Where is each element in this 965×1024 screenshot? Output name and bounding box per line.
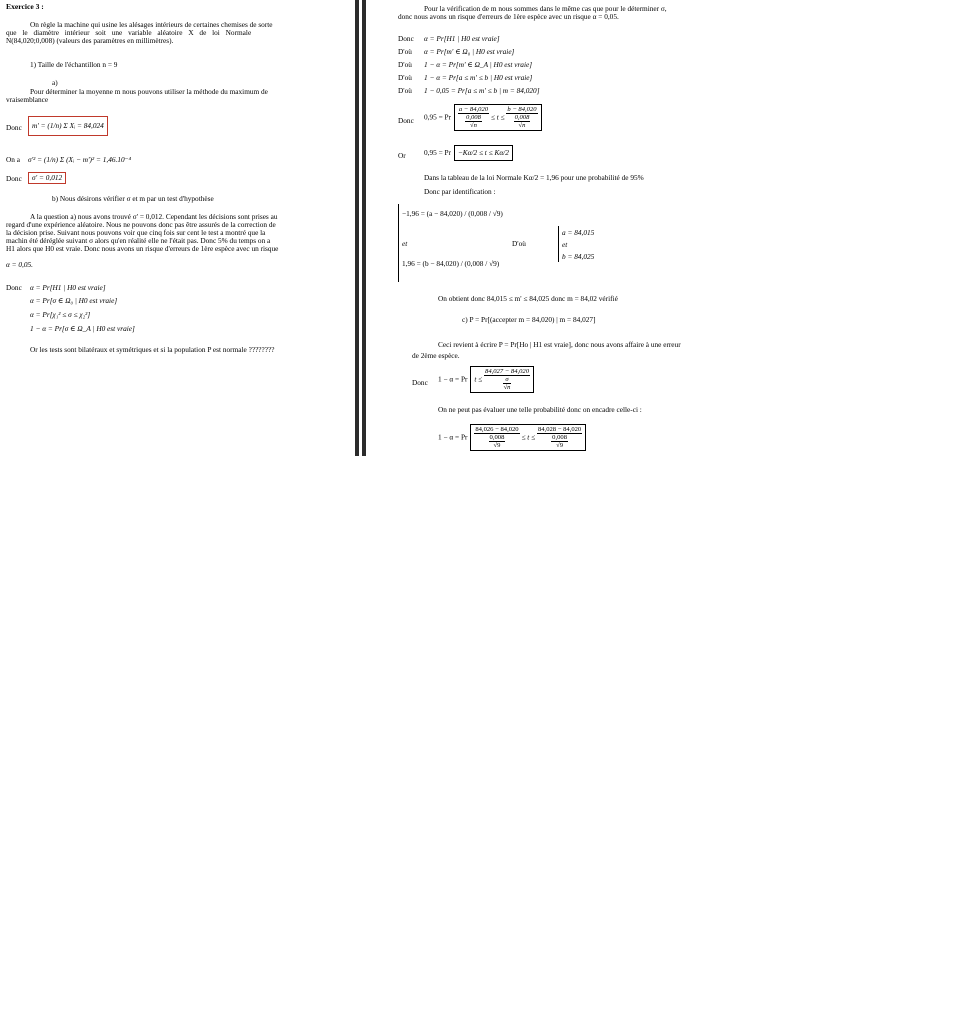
system-brace-right xyxy=(558,226,559,262)
question-c: c) P = Pr[(accepter m = 84,020) | m = 84,027] xyxy=(462,315,596,324)
left-page xyxy=(0,0,359,456)
method-line-2: vraisemblance xyxy=(6,95,49,104)
encadre-line: On ne peut pas évaluer une telle probabilité donc on encadre celle-ci : xyxy=(438,405,642,414)
eq-1: α = Pr[H1 | H0 est vraie] xyxy=(424,34,500,43)
system-et: et xyxy=(402,239,408,248)
eq-4: 1 − α = Pr[a ≤ m' ≤ b | H0 est vraie] xyxy=(424,73,533,82)
r-donc-2: Donc xyxy=(398,116,414,125)
right-intro-2: donc nous avons un risque d'erreurs de 1ère espèce avec un risque α = 0,05. xyxy=(398,12,619,21)
table-note: Dans la tableau de la loi Normale Kα/2 = 1,96 pour une probabilité de 95% xyxy=(424,173,644,182)
r-dou-2: D'où xyxy=(398,60,412,69)
intro-line-3: N(84,020;0,008) (valeurs des paramètres en millimètres). xyxy=(6,36,174,45)
question-b: b) Nous désirons vérifier σ et m par un test d'hypothèse xyxy=(52,194,214,203)
method-line-1: Pour déterminer la moyenne m nous pouvons utiliser la méthode du maximum de xyxy=(30,87,268,96)
donc-label-2: Donc xyxy=(6,174,22,183)
para-line-1: A la question a) nous avons trouvé σ' = 0,012. Cependant les décisions sont prises au xyxy=(30,212,278,221)
alpha-line-2: α = Pr[σ ∈ Ω₀ | H0 est vraie] xyxy=(30,296,118,305)
system-eq-2: 1,96 = (b − 84,020) / (0,008 / √9) xyxy=(402,259,500,268)
question-1: 1) Taille de l'échantillon n = 9 xyxy=(30,60,118,69)
solution-a: a = 84,015 xyxy=(562,228,595,237)
intro-line-1: On règle la machine qui usine les alésages intérieurs de certaines chemises de sorte xyxy=(30,20,273,29)
ceci-line-2: de 2ème espèce. xyxy=(412,351,460,360)
para-line-4: machin été déréglée suivant σ alors qu'en réalité elle ne l'était pas. Donc 5% du temps on a xyxy=(6,236,271,245)
eq-2: α = Pr[m' ∈ Ω₀ | H0 est vraie] xyxy=(424,47,515,56)
alpha-line-4: 1 − α = Pr[σ ∈ Ω_A | H0 est vraie] xyxy=(30,324,135,333)
r-dou-1: D'où xyxy=(398,47,412,56)
donc-label-3: Donc xyxy=(6,283,22,292)
eq-9: 1 − α = Pr $\frac{84,026 - 84,020}{\frac{0,008}{√9}}$ ≤ t ≤ $\frac{84,028 - 84,020}{\frac{0,008}{√9}}$ xyxy=(438,424,586,451)
closing-line: Or les tests sont bilatéraux et symétriques et si la population P est normale ???????? xyxy=(30,345,275,354)
r-dou-4: D'où xyxy=(398,86,412,95)
system-eq-1: −1,96 = (a − 84,020) / (0,008 / √9) xyxy=(402,209,503,218)
r-or: Or xyxy=(398,151,406,160)
eq-6: 0,95 = Pr $\frac{a - 84,020}{\frac{0,008}{√n}}$ ≤ t ≤ $\frac{b - 84,020}{\frac{0,008}{√n}}$ xyxy=(424,104,542,131)
r-donc-1: Donc xyxy=(398,34,414,43)
right-page xyxy=(362,0,742,456)
variance-formula: σ'² = (1/n) Σ (Xᵢ − m')² = 1,46.10⁻⁴ xyxy=(28,155,132,164)
right-intro-1: Pour la vérification de m nous sommes dans le même cas que pour le déterminer σ, xyxy=(424,4,667,13)
system-brace-left xyxy=(398,204,399,282)
para-line-6: α = 0,05. xyxy=(6,260,33,269)
exercise-title: Exercice 3 : xyxy=(6,2,44,11)
solution-et: et xyxy=(562,240,568,249)
donc-label: Donc xyxy=(6,123,22,132)
r-donc-3: Donc xyxy=(412,378,428,387)
m-estimate-box: m' = (1/n) Σ Xᵢ = 84,024 xyxy=(28,116,108,136)
system-dou: D'où xyxy=(512,239,526,248)
para-line-2: regard d'une expérience aléatoire. Nous ne pouvons donc pas être assurés de la correction de xyxy=(6,220,276,229)
identification: Donc par identification : xyxy=(424,187,496,196)
ceci-line-1: Ceci revient à écrire P = Pr[Ho | H1 est vraie], donc nous avons affaire à une erreur xyxy=(438,340,681,349)
r-dou-3: D'où xyxy=(398,73,412,82)
intro-line-2: que le diamètre intérieur soit une variable aléatoire X de loi Normale xyxy=(6,28,252,37)
para-line-5: H1 alors que H0 est vraie. Donc nous avons un risque d'erreurs de 1ère espèce avec un risque xyxy=(6,244,279,253)
alpha-line-1: α = Pr[H1 | H0 est vraie] xyxy=(30,283,106,292)
eq-3: 1 − α = Pr[m' ∈ Ω_A | H0 est vraie] xyxy=(424,60,533,69)
eq-8: 1 − α = Pr t ≤ $\frac{84,027 - 84,020}{\frac{\sigma}{√n}}$ xyxy=(438,366,534,393)
solution-b: b = 84,025 xyxy=(562,252,595,261)
alpha-line-3: α = Pr[χ₁² ≤ σ ≤ χ₂²] xyxy=(30,310,91,319)
eq-5: 1 − 0,05 = Pr[a ≤ m' ≤ b | m = 84,020] xyxy=(424,86,540,95)
sigma-estimate-box: σ' = 0,012 xyxy=(28,172,66,184)
on-a-label: On a xyxy=(6,155,20,164)
question-a: a) xyxy=(52,78,58,87)
conclusion: On obtient donc 84,015 ≤ m' ≤ 84,025 donc m = 84,02 vérifié xyxy=(438,294,618,303)
para-line-3: la décision prise. Suivant nous pouvons voir que cinq fois sur cent le test a montré que la xyxy=(6,228,266,237)
eq-7: 0,95 = Pr −Kα/2 ≤ t ≤ Kα/2 xyxy=(424,145,513,161)
